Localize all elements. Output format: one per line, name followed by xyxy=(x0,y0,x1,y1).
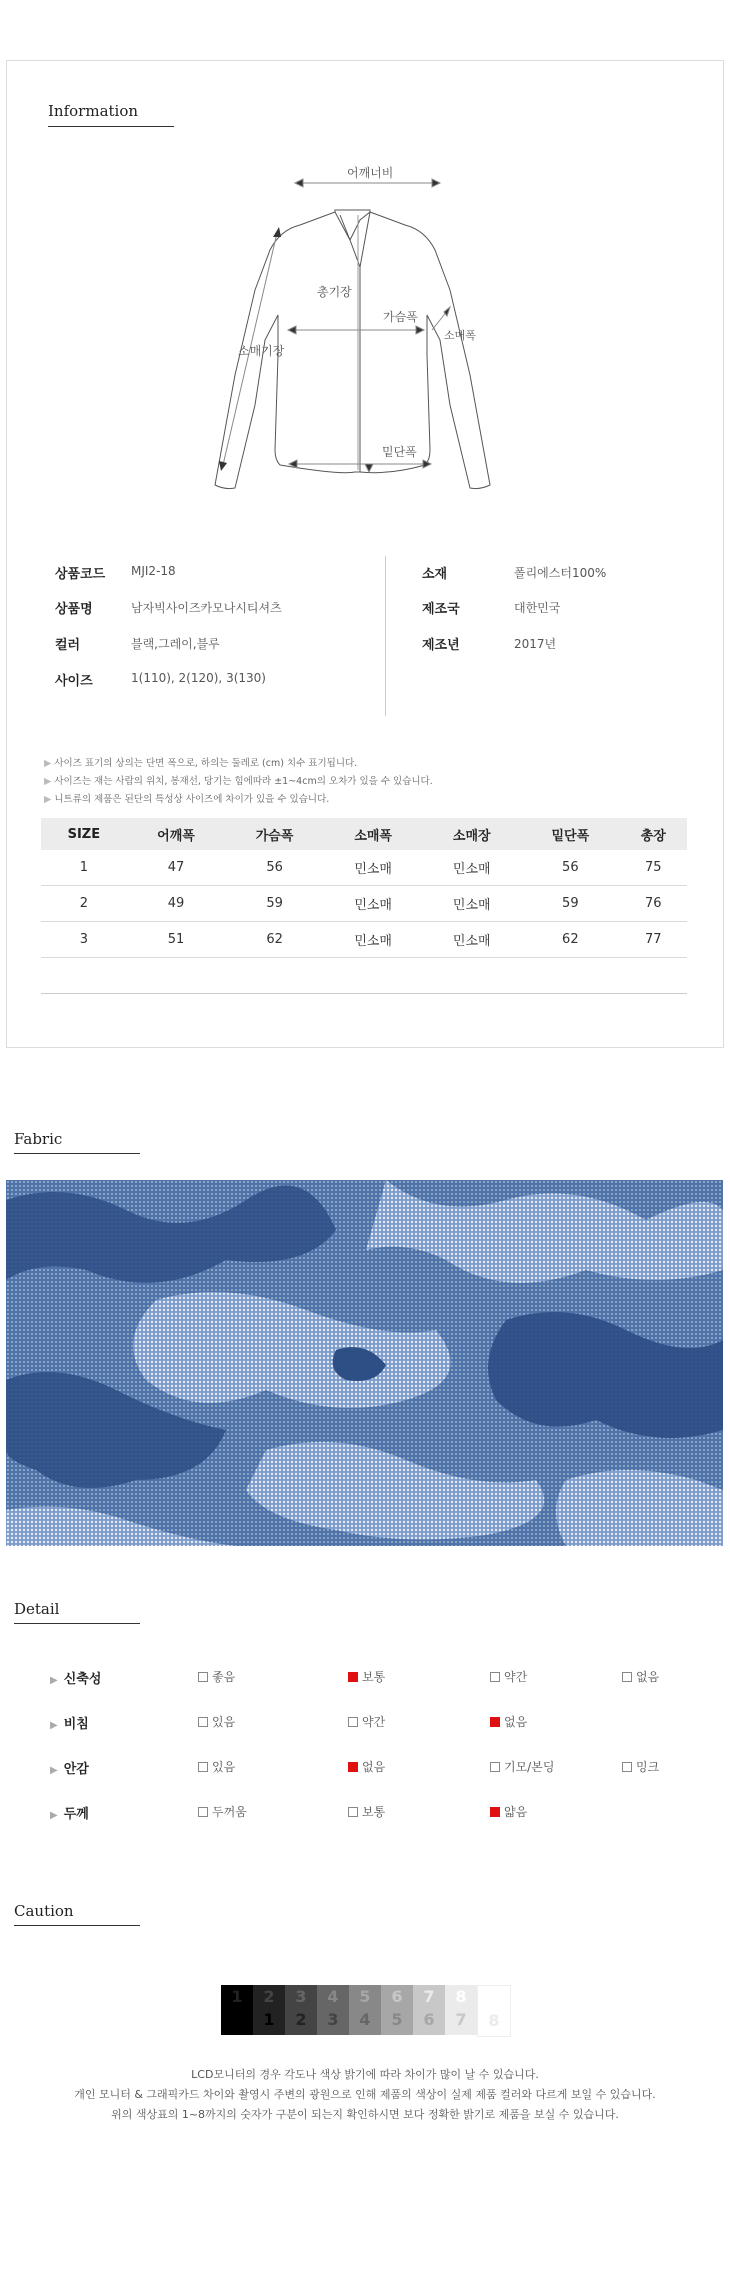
spec-value-color: 블랙,그레이,블루 xyxy=(131,637,220,651)
brightness-swatch xyxy=(445,1985,477,2035)
size-table-header xyxy=(41,818,687,850)
spec-value-country: 대한민국 xyxy=(514,601,561,615)
brightness-swatch xyxy=(349,1985,381,2035)
triangle-bullet-icon: ▶ xyxy=(44,776,52,787)
option-text: 약간 xyxy=(362,1715,386,1729)
option-elasticity-good[interactable] xyxy=(198,1668,235,1685)
size-table-header-cell: 소매폭 xyxy=(324,818,423,850)
checkbox-icon xyxy=(490,1672,500,1682)
option-text: 보통 xyxy=(362,1670,386,1684)
swatch-number-top: 4 xyxy=(327,1987,339,2006)
brightness-swatch xyxy=(285,1985,317,2035)
triangle-bullet-icon: ▶ xyxy=(50,1810,58,1821)
size-table-header-cell: SIZE xyxy=(41,818,127,850)
table-cell: 1 xyxy=(41,850,127,886)
triangle-bullet-icon: ▶ xyxy=(50,1765,58,1776)
option-thickness-thick[interactable] xyxy=(198,1803,247,1820)
checkbox-icon xyxy=(198,1762,208,1772)
table-cell: 62 xyxy=(225,922,324,958)
option-lining-none[interactable] xyxy=(348,1758,385,1775)
triangle-bullet-icon: ▶ xyxy=(44,794,52,805)
option-lining-yes[interactable] xyxy=(198,1758,235,1775)
option-thickness-normal[interactable] xyxy=(348,1803,385,1820)
checkbox-checked-icon xyxy=(490,1807,500,1817)
option-sheerness-none[interactable] xyxy=(490,1713,527,1730)
fabric-swatch-image xyxy=(6,1180,723,1546)
table-cell: 민소매 xyxy=(422,886,521,922)
option-elasticity-normal[interactable] xyxy=(348,1668,385,1685)
caution-text-line: 위의 색상표의 1~8까지의 숫자가 구분이 되는지 확인하시면 보다 정확한 밝기로 제품을 보실 수 있습니다. xyxy=(111,2108,619,2121)
table-cell: 56 xyxy=(521,850,620,886)
brightness-swatch xyxy=(477,1985,511,2037)
option-text: 좋음 xyxy=(212,1670,236,1684)
spec-label-material: 소재 xyxy=(422,567,448,582)
table-cell: 민소매 xyxy=(324,886,423,922)
swatch-number-top: 3 xyxy=(295,1987,307,2006)
caution-title-underline xyxy=(14,1925,140,1926)
swatch-number-bottom: 1 xyxy=(263,2010,275,2029)
table-cell: 49 xyxy=(127,886,226,922)
checkbox-checked-icon xyxy=(490,1717,500,1727)
table-cell: 민소매 xyxy=(324,850,423,886)
spec-label-color: 컬러 xyxy=(55,638,81,653)
detail-label-text: 안감 xyxy=(63,1762,89,1777)
table-row xyxy=(41,886,687,922)
caution-title: Caution xyxy=(14,1902,74,1920)
option-elasticity-slight[interactable] xyxy=(490,1668,527,1685)
size-note xyxy=(44,773,433,787)
swatch-number-bottom: 7 xyxy=(455,2010,467,2029)
label-chest-width: 가슴폭 xyxy=(383,310,418,324)
detail-label-text: 신축성 xyxy=(63,1672,102,1687)
detail-label-lining xyxy=(50,1758,89,1777)
brightness-swatch xyxy=(253,1985,285,2035)
option-text: 약간 xyxy=(504,1670,528,1684)
table-cell: 3 xyxy=(41,922,127,958)
label-shoulder-width: 어깨너비 xyxy=(347,166,394,180)
swatch-number-bottom: 3 xyxy=(327,2010,339,2029)
spec-label-size: 사이즈 xyxy=(55,674,93,689)
spec-label-product-name: 상품명 xyxy=(55,602,93,617)
table-cell: 76 xyxy=(620,886,687,922)
size-note-text: 니트류의 제품은 된단의 특성상 사이즈에 차이가 있을 수 있습니다. xyxy=(54,794,330,805)
detail-label-text: 두께 xyxy=(63,1807,89,1822)
brightness-swatch xyxy=(221,1985,253,2035)
checkbox-icon xyxy=(622,1672,632,1682)
label-sleeve-length: 소매기장 xyxy=(238,344,285,358)
brightness-swatch xyxy=(317,1985,349,2035)
table-cell: 민소매 xyxy=(324,922,423,958)
detail-title-underline xyxy=(14,1623,140,1624)
detail-label-thickness xyxy=(50,1803,89,1822)
checkbox-icon xyxy=(198,1672,208,1682)
detail-label-text: 비침 xyxy=(63,1717,89,1732)
spec-value-size: 1(110), 2(120), 3(130) xyxy=(131,671,266,685)
option-thickness-thin[interactable] xyxy=(490,1803,527,1820)
option-text: 얇음 xyxy=(504,1805,528,1819)
information-title: Information xyxy=(48,102,139,120)
spec-value-year: 2017년 xyxy=(514,637,557,651)
table-cell: 2 xyxy=(41,886,127,922)
specs-divider xyxy=(385,556,386,716)
size-note-text: 사이즈는 재는 사람의 위치, 봉재선, 당기는 힘에따라 ±1~4cm의 오차가 있을 수 있습니다. xyxy=(54,776,433,787)
swatch-number-top: 7 xyxy=(423,1987,435,2006)
swatch-number-top: 1 xyxy=(231,1987,243,2006)
option-elasticity-none[interactable] xyxy=(622,1668,659,1685)
option-text: 없음 xyxy=(636,1670,660,1684)
option-text: 있음 xyxy=(212,1715,236,1729)
label-sleeve-width: 소매폭 xyxy=(444,329,476,342)
triangle-bullet-icon: ▶ xyxy=(44,758,52,769)
detail-title: Detail xyxy=(14,1600,60,1618)
table-cell: 59 xyxy=(225,886,324,922)
table-cell: 77 xyxy=(620,922,687,958)
swatch-number-top: 5 xyxy=(359,1987,371,2006)
swatch-number-top: 2 xyxy=(263,1987,275,2006)
brightness-swatch xyxy=(381,1985,413,2035)
swatch-number-top: 6 xyxy=(391,1987,403,2006)
fabric-title: Fabric xyxy=(14,1130,63,1148)
option-text: 없음 xyxy=(504,1715,528,1729)
triangle-bullet-icon: ▶ xyxy=(50,1675,58,1686)
label-total-length: 총기장 xyxy=(317,285,352,299)
checkbox-icon xyxy=(348,1807,358,1817)
option-sheerness-slight[interactable] xyxy=(348,1713,385,1730)
size-table-header-cell: 가슴폭 xyxy=(225,818,324,850)
swatch-number-bottom: 6 xyxy=(423,2010,435,2029)
option-lining-mink[interactable] xyxy=(622,1758,659,1775)
option-lining-brushed[interactable] xyxy=(490,1758,554,1775)
spec-value-product-code: MJI2-18 xyxy=(131,564,176,578)
checkbox-icon xyxy=(490,1762,500,1772)
table-row xyxy=(41,850,687,886)
table-row xyxy=(41,922,687,958)
size-table-header-cell: 소매장 xyxy=(422,818,521,850)
size-table xyxy=(41,818,687,994)
swatch-number-bottom: 4 xyxy=(359,2010,371,2029)
option-text: 밍크 xyxy=(636,1760,660,1774)
fabric-title-underline xyxy=(14,1153,140,1154)
shirt-collar xyxy=(335,210,370,240)
spec-label-product-code: 상품코드 xyxy=(55,567,106,582)
brightness-swatch xyxy=(413,1985,445,2035)
caution-text-line: 개인 모니터 & 그래픽카드 차이와 촬영시 주변의 광원으로 인해 제품의 색상이 실제 제품 컬러와 다르게 보일 수 있습니다. xyxy=(74,2088,656,2101)
checkbox-checked-icon xyxy=(348,1762,358,1772)
caution-text-line: LCD모니터의 경우 각도나 색상 밝기에 따라 차이가 많이 날 수 있습니다. xyxy=(191,2068,539,2081)
size-table-header-cell: 어깨폭 xyxy=(127,818,226,850)
table-cell: 75 xyxy=(620,850,687,886)
swatch-number-bottom: 8 xyxy=(488,2011,500,2030)
spec-value-material: 폴리에스터100% xyxy=(514,566,607,580)
option-text: 두꺼움 xyxy=(212,1805,247,1819)
size-note-text: 사이즈 표기의 상의는 단면 폭으로, 하의는 둘레로 (cm) 치수 표기됩니다. xyxy=(54,758,358,769)
swatch-number-top: 8 xyxy=(455,1987,467,2006)
information-title-underline xyxy=(48,126,174,127)
checkbox-icon xyxy=(198,1807,208,1817)
spec-value-product-name: 남자빅사이즈카모나시티셔츠 xyxy=(131,601,282,615)
spec-label-country: 제조국 xyxy=(422,602,460,617)
table-cell: 민소매 xyxy=(422,850,521,886)
checkbox-checked-icon xyxy=(348,1672,358,1682)
size-note xyxy=(44,755,357,769)
table-cell: 51 xyxy=(127,922,226,958)
size-table-header-cell: 총장 xyxy=(620,818,687,850)
table-cell: 56 xyxy=(225,850,324,886)
triangle-bullet-icon: ▶ xyxy=(50,1720,58,1731)
size-note xyxy=(44,791,329,805)
table-cell: 47 xyxy=(127,850,226,886)
table-cell-empty xyxy=(41,958,687,994)
size-table-header-cell: 밑단폭 xyxy=(521,818,620,850)
option-text: 기모/본딩 xyxy=(504,1760,555,1774)
option-sheerness-yes[interactable] xyxy=(198,1713,235,1730)
checkbox-icon xyxy=(622,1762,632,1772)
spec-label-year: 제조년 xyxy=(422,638,460,653)
swatch-number-bottom: 2 xyxy=(295,2010,307,2029)
checkbox-icon xyxy=(348,1717,358,1727)
table-row-empty xyxy=(41,958,687,994)
table-cell: 62 xyxy=(521,922,620,958)
label-hem-width: 밑단폭 xyxy=(382,445,417,459)
checkbox-icon xyxy=(198,1717,208,1727)
detail-label-sheerness xyxy=(50,1713,89,1732)
detail-label-elasticity xyxy=(50,1668,101,1687)
table-cell: 59 xyxy=(521,886,620,922)
swatch-number-bottom: 5 xyxy=(391,2010,403,2029)
table-cell: 민소매 xyxy=(422,922,521,958)
option-text: 있음 xyxy=(212,1760,236,1774)
option-text: 없음 xyxy=(362,1760,386,1774)
option-text: 보통 xyxy=(362,1805,386,1819)
